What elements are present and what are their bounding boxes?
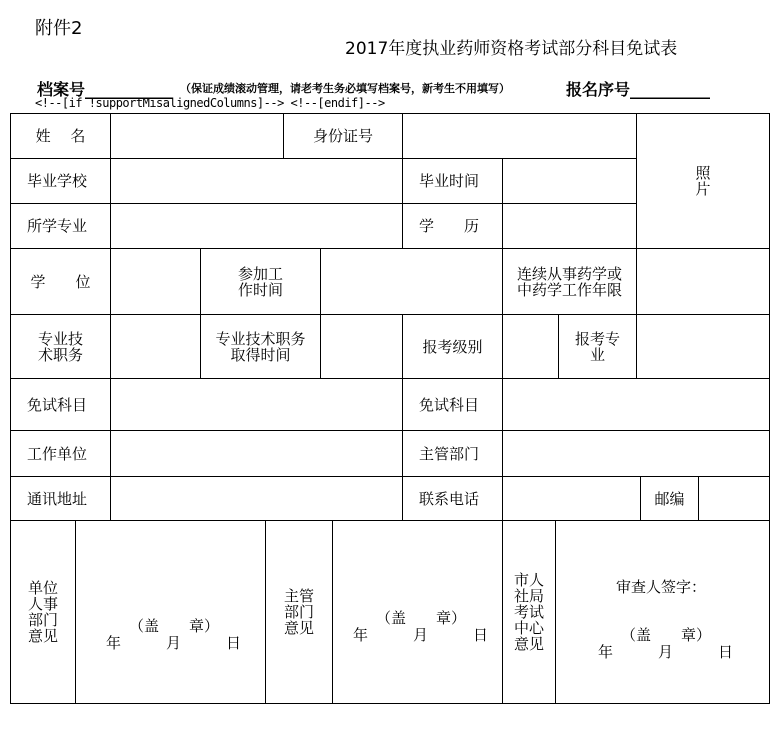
date-text: 年 月 日 [106,634,242,652]
label-line: 取得时间 [230,345,291,364]
label-phone: 联系电话 [402,476,503,521]
label-line: 作时间 [237,280,283,299]
label-line: 连续从事药学或 [516,264,622,283]
employer-field[interactable] [110,430,403,477]
photo-box[interactable] [636,113,770,249]
html-comment-text: <!--[if !supportMisalignedColumns]--> <!--[endif]--> [35,96,385,110]
label-exempt-2: 免试科目 [402,378,503,431]
date-text: 年 月 日 [598,643,734,661]
label-unit-opinion [10,520,76,704]
unit-opinion-field[interactable] [75,520,266,704]
work-start-field[interactable] [320,248,503,315]
label-name: 姓 名 [10,113,111,159]
seal-text: （盖 章） [129,617,220,635]
label-photo: 照片 [695,164,711,198]
name-field[interactable] [110,113,284,159]
label-line: 报考专 [574,329,620,348]
label-supervisor: 主管部门 [402,430,503,477]
exam-level-field[interactable] [502,314,559,379]
label-text: 市人社局考试中心意见 [513,571,544,653]
exempt-2-field[interactable] [502,378,770,431]
label-exam-level: 报考级别 [402,314,503,379]
id-no-field[interactable] [402,113,637,159]
school-field[interactable] [110,158,403,204]
exam-major-field[interactable] [636,314,770,379]
dept-opinion-field[interactable] [332,520,503,704]
label-id-no: 身份证号 [283,113,403,159]
label-work-years [502,248,637,315]
label-employer: 工作单位 [10,430,111,477]
label-degree: 学 位 [10,248,111,315]
degree-field[interactable] [110,248,201,315]
label-tech-title [10,314,111,379]
supervisor-field[interactable] [502,430,770,477]
reviewer-label: 审查人签字： [616,578,707,596]
file-no-note: （保证成绩滚动管理，请老考生务必填写档案号，新考生不用填写） [180,82,510,95]
label-center-opinion [502,520,556,704]
phone-field[interactable] [502,476,641,521]
title-time-field[interactable] [320,314,403,379]
attachment-label: 附件2 [35,18,83,39]
label-exempt-1: 免试科目 [10,378,111,431]
label-work-start [200,248,321,315]
grad-time-field[interactable] [502,158,637,204]
label-text: 单位人事部门意见 [27,579,58,645]
label-line: 专业技 [37,329,83,348]
label-grad-time: 毕业时间 [402,158,503,204]
address-field[interactable] [110,476,403,521]
label-title-time [200,314,321,379]
label-exam-major [558,314,637,379]
date-text: 年 月 日 [353,626,489,644]
education-field[interactable] [502,203,637,249]
file-no-label: 档案号___________ [37,80,174,99]
label-line: 中药学工作年限 [516,280,622,299]
exempt-1-field[interactable] [110,378,403,431]
seal-text: （盖 章） [621,626,712,644]
label-major: 所学专业 [10,203,111,249]
label-education: 学 历 [402,203,503,249]
label-school: 毕业学校 [10,158,111,204]
label-dept-opinion [265,520,333,704]
page-title: 2017年度执业药师资格考试部分科目免试表 [345,39,678,59]
label-address: 通讯地址 [10,476,111,521]
work-years-field[interactable] [636,248,770,315]
reg-no-label: 报名序号__________ [566,80,711,99]
label-line: 专业技术职务 [215,329,306,348]
label-line: 业 [589,345,605,364]
label-postcode: 邮编 [640,476,699,521]
center-opinion-field[interactable] [555,520,770,704]
label-line: 参加工 [237,264,283,283]
seal-text: （盖 章） [376,609,467,627]
label-text: 主管部门意见 [283,587,314,637]
major-field[interactable] [110,203,403,249]
tech-title-field[interactable] [110,314,201,379]
postcode-field[interactable] [698,476,770,521]
label-line: 术职务 [37,345,83,364]
